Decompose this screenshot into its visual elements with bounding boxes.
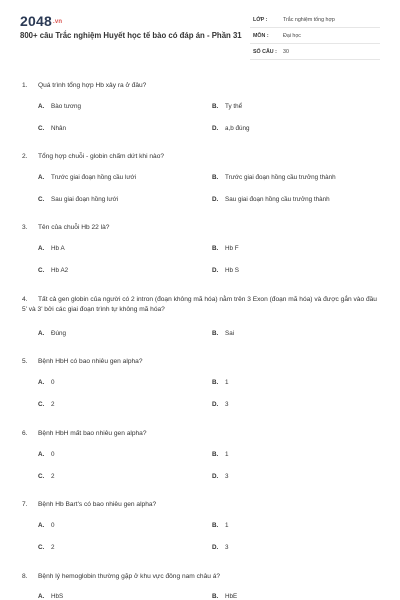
meta-key: LỚP : <box>253 17 268 23</box>
question-number: 7. <box>22 501 28 508</box>
answer-option-d[interactable] <box>212 267 239 274</box>
answer-option-a[interactable] <box>38 103 81 110</box>
option-label: B. <box>212 379 219 386</box>
answer-option-b[interactable] <box>212 103 242 110</box>
option-label: C. <box>38 125 45 132</box>
question-number: 4. <box>22 296 28 303</box>
option-text: Hb F <box>225 245 239 252</box>
answer-option-d[interactable] <box>212 544 229 551</box>
question-body: Tổng hợp chuỗi - globin chấm dứt khi nào? <box>38 153 165 160</box>
option-text: HbS <box>51 593 64 600</box>
answer-option-b[interactable] <box>212 174 336 181</box>
answer-option-b[interactable] <box>212 379 229 386</box>
option-label: B. <box>212 174 219 181</box>
option-text: 1 <box>225 451 229 458</box>
answer-option-b[interactable] <box>212 522 229 529</box>
option-label: A. <box>38 593 45 600</box>
answer-option-a[interactable] <box>38 330 66 337</box>
option-text: 3 <box>225 473 229 480</box>
document-title: 800+ câu Trắc nghiệm Huyết học tế bào có đáp án - Phần 31 <box>20 31 242 40</box>
option-label: D. <box>212 267 219 274</box>
question-body: Bệnh HbH mất bao nhiêu gen alpha? <box>38 430 147 437</box>
answer-option-c[interactable] <box>38 125 66 132</box>
question-body: Quá trình tổng hợp Hb xảy ra ở đâu? <box>38 82 147 89</box>
option-label: A. <box>38 522 45 529</box>
option-label: B. <box>212 103 219 110</box>
question-text <box>22 223 377 233</box>
question-number: 8. <box>22 573 28 580</box>
option-text: Trước giai đoạn hồng cầu lưới <box>51 174 137 181</box>
option-label: A. <box>38 379 45 386</box>
answer-option-b[interactable] <box>212 593 237 600</box>
option-label: A. <box>38 330 45 337</box>
option-text: 3 <box>225 544 229 551</box>
logo-main: 2048 <box>20 13 52 29</box>
question-body: Tất cả gen globin của người có 2 intron (đoạn không mã hóa) nằm trên 3 Exon (đoạn mã hóa) và được gắn vào đầu 5' và 3' bởi các giai đoạn trình tự không mã hóa? <box>22 296 377 313</box>
answer-option-a[interactable] <box>38 379 55 386</box>
question-text <box>22 295 377 315</box>
answer-option-a[interactable] <box>38 174 136 181</box>
option-label: D. <box>212 125 219 132</box>
option-text: Đúng <box>51 330 67 337</box>
answer-option-c[interactable] <box>38 544 55 551</box>
option-text: 0 <box>51 379 55 386</box>
question-text <box>22 357 377 367</box>
option-label: D. <box>212 196 219 203</box>
option-text: 1 <box>225 379 229 386</box>
option-text: Trước giai đoạn hồng cầu trưởng thành <box>225 174 336 181</box>
option-text: 3 <box>225 401 229 408</box>
option-text: Ty thể <box>225 103 243 110</box>
answer-option-c[interactable] <box>38 267 68 274</box>
option-text: Sau giai đoạn hồng cầu trưởng thành <box>225 196 330 203</box>
option-text: 0 <box>51 522 55 529</box>
answer-option-d[interactable] <box>212 196 330 203</box>
question-number: 5. <box>22 358 28 365</box>
option-text: Bào tương <box>51 103 82 110</box>
answer-option-b[interactable] <box>212 330 234 337</box>
question-text <box>22 152 377 162</box>
question-number: 3. <box>22 224 28 231</box>
meta-value: 30 <box>283 49 289 55</box>
answer-option-b[interactable] <box>212 245 239 252</box>
answer-option-d[interactable] <box>212 401 229 408</box>
option-text: Hb S <box>225 267 239 274</box>
option-text: HbE <box>225 593 238 600</box>
option-label: C. <box>38 196 45 203</box>
option-text: Sai <box>225 330 235 337</box>
question-number: 1. <box>22 82 28 89</box>
option-text: Nhân <box>51 125 67 132</box>
meta-key: MÔN : <box>253 33 269 39</box>
option-label: A. <box>38 174 45 181</box>
answer-option-c[interactable] <box>38 196 118 203</box>
option-label: C. <box>38 473 45 480</box>
option-text: 1 <box>225 522 229 529</box>
question-text <box>22 572 377 582</box>
option-label: C. <box>38 544 45 551</box>
question-body: Bệnh Hb Bart's có bao nhiêu gen alpha? <box>38 501 157 508</box>
option-label: B. <box>212 593 219 600</box>
answer-option-a[interactable] <box>38 593 63 600</box>
question-body: Bệnh lý hemoglobin thường gặp ở khu vực đông nam châu á? <box>38 573 221 580</box>
meta-key: SỐ CÂU : <box>253 49 277 55</box>
meta-value: Đại học <box>283 33 301 39</box>
question-number: 2. <box>22 153 28 160</box>
option-label: D. <box>212 473 219 480</box>
question-text <box>22 500 377 510</box>
answer-option-c[interactable] <box>38 473 55 480</box>
option-text: 0 <box>51 451 55 458</box>
question-text <box>22 429 377 439</box>
option-label: A. <box>38 451 45 458</box>
option-text: Sau giai đoạn hồng lưới <box>51 196 119 203</box>
answer-option-a[interactable] <box>38 522 55 529</box>
question-number: 6. <box>22 430 28 437</box>
answer-option-a[interactable] <box>38 245 65 252</box>
answer-option-c[interactable] <box>38 401 55 408</box>
option-label: C. <box>38 267 45 274</box>
option-label: B. <box>212 330 219 337</box>
option-label: B. <box>212 522 219 529</box>
answer-option-d[interactable] <box>212 473 229 480</box>
option-text: a,b đúng <box>225 125 250 132</box>
option-label: B. <box>212 451 219 458</box>
option-text: 2 <box>51 473 55 480</box>
question-body: Bệnh HbH có bao nhiêu gen alpha? <box>38 358 143 365</box>
question-text <box>22 81 377 91</box>
question-body: Tên của chuỗi Hb 22 là? <box>38 224 110 231</box>
answer-option-a[interactable] <box>38 451 55 458</box>
option-label: A. <box>38 245 45 252</box>
option-text: 2 <box>51 544 55 551</box>
answer-option-d[interactable] <box>212 125 250 132</box>
option-text: Hb A2 <box>51 267 69 274</box>
option-label: A. <box>38 103 45 110</box>
meta-value: Trắc nghiệm tổng hợp <box>283 17 335 23</box>
option-label: C. <box>38 401 45 408</box>
option-text: Hb A <box>51 245 65 252</box>
option-label: D. <box>212 544 219 551</box>
option-text: 2 <box>51 401 55 408</box>
logo-suffix: .vn <box>52 19 63 26</box>
option-label: D. <box>212 401 219 408</box>
option-label: B. <box>212 245 219 252</box>
answer-option-b[interactable] <box>212 451 229 458</box>
